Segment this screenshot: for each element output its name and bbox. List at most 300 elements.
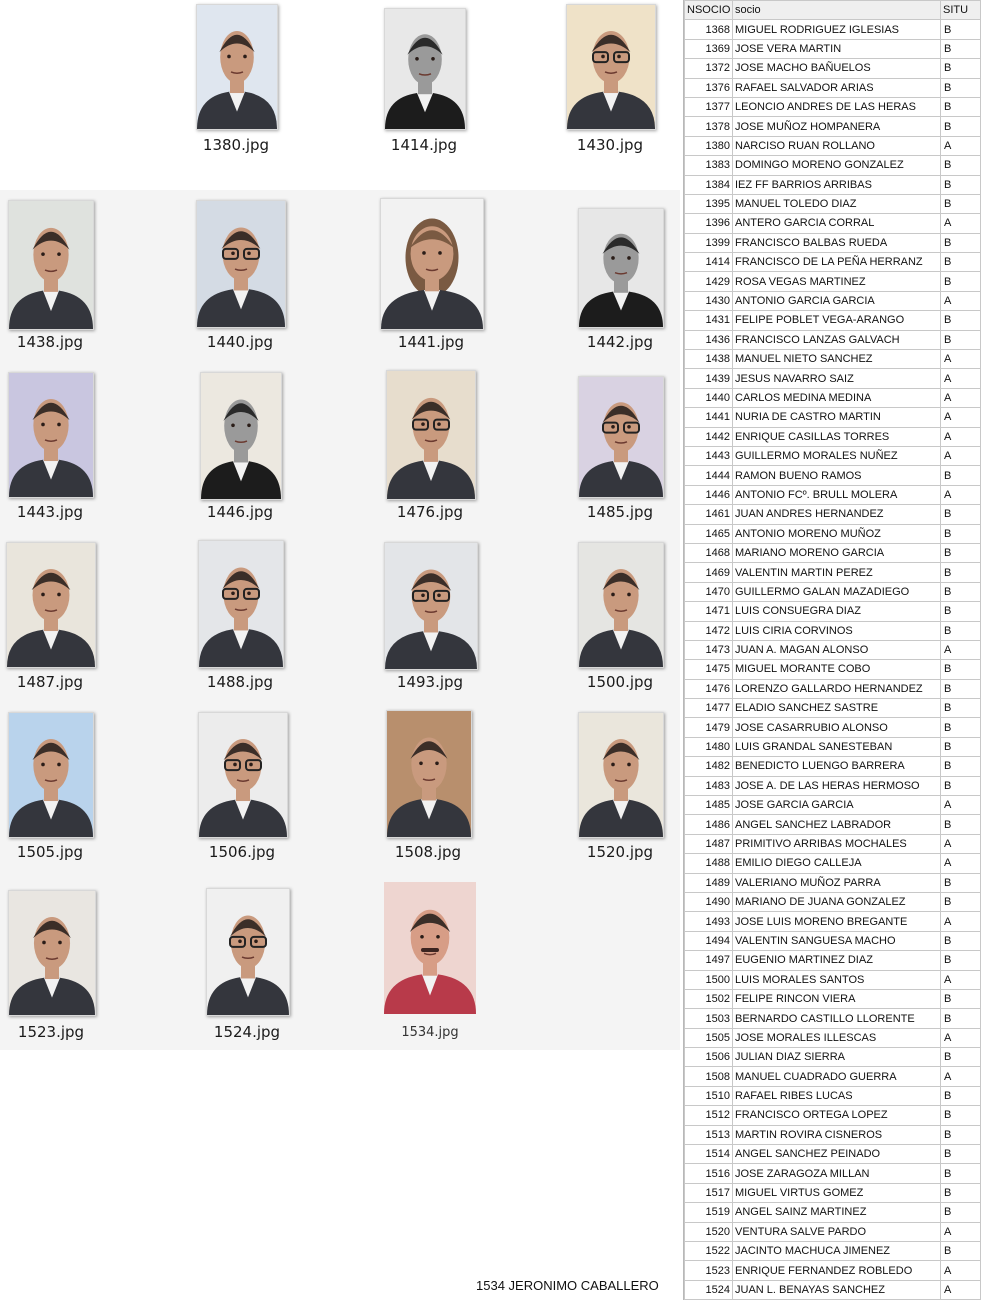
portrait-photo[interactable] [384, 8, 466, 130]
portrait-photo[interactable] [8, 372, 94, 498]
cell-socio[interactable]: ENRIQUE CASILLAS TORRES [733, 427, 941, 446]
cell-socio[interactable]: LUIS GRANDAL SANESTEBAN [733, 737, 941, 756]
portrait-photo[interactable] [196, 200, 286, 328]
photo-filename: 1524.jpg [213, 1023, 281, 1041]
cell-socio[interactable]: FRANCISCO BALBAS RUEDA [733, 233, 941, 252]
portrait-photo[interactable] [8, 200, 94, 330]
cell-situ[interactable]: B [941, 97, 981, 116]
table-row[interactable] [685, 408, 981, 427]
cell-nsocio[interactable]: 1488 [685, 854, 733, 873]
cell-nsocio[interactable]: 1378 [685, 117, 733, 136]
cell-socio[interactable]: ANGEL SANCHEZ LABRADOR [733, 815, 941, 834]
cell-socio[interactable]: JUAN A. MAGAN ALONSO [733, 640, 941, 659]
cell-nsocio[interactable]: 1487 [685, 834, 733, 853]
cell-socio[interactable]: FELIPE RINCON VIERA [733, 989, 941, 1008]
cell-socio[interactable]: ANTERO GARCIA CORRAL [733, 214, 941, 233]
cell-socio[interactable]: IEZ FF BARRIOS ARRIBAS [733, 175, 941, 194]
table-row[interactable] [685, 892, 981, 911]
table-row[interactable] [685, 117, 981, 136]
cell-nsocio[interactable]: 1430 [685, 291, 733, 310]
cell-situ[interactable]: A [941, 970, 981, 989]
cell-nsocio[interactable]: 1461 [685, 505, 733, 524]
cell-nsocio[interactable]: 1486 [685, 815, 733, 834]
cell-situ[interactable]: B [941, 931, 981, 950]
cell-socio[interactable]: MIGUEL MORANTE COBO [733, 660, 941, 679]
cell-socio[interactable]: JOSE CASARRUBIO ALONSO [733, 718, 941, 737]
table-row[interactable] [685, 1261, 981, 1280]
table-row[interactable] [685, 1164, 981, 1183]
cell-situ[interactable]: B [941, 330, 981, 349]
cell-socio[interactable]: DOMINGO MORENO GONZALEZ [733, 156, 941, 175]
cell-nsocio[interactable]: 1482 [685, 757, 733, 776]
cell-nsocio[interactable]: 1522 [685, 1242, 733, 1261]
cell-situ[interactable]: A [941, 796, 981, 815]
cell-socio[interactable]: JOSE MACHO BAÑUELOS [733, 59, 941, 78]
table-row[interactable] [685, 951, 981, 970]
cell-nsocio[interactable]: 1396 [685, 214, 733, 233]
cell-nsocio[interactable]: 1471 [685, 602, 733, 621]
cell-situ[interactable]: A [941, 854, 981, 873]
cell-situ[interactable]: A [941, 427, 981, 446]
cell-socio[interactable]: JACINTO MACHUCA JIMENEZ [733, 1242, 941, 1261]
table-row[interactable] [685, 737, 981, 756]
cell-nsocio[interactable]: 1477 [685, 699, 733, 718]
portrait-photo[interactable] [566, 4, 656, 130]
cell-socio[interactable]: GUILLERMO MORALES NUÑEZ [733, 446, 941, 465]
column-header-situ[interactable]: SITU [941, 1, 981, 20]
table-row[interactable] [685, 1048, 981, 1067]
cell-situ[interactable]: B [941, 892, 981, 911]
cell-nsocio[interactable]: 1508 [685, 1067, 733, 1086]
cell-situ[interactable]: B [941, 466, 981, 485]
cell-situ[interactable]: B [941, 718, 981, 737]
cell-nsocio[interactable]: 1500 [685, 970, 733, 989]
cell-situ[interactable]: B [941, 253, 981, 272]
cell-socio[interactable]: LEONCIO ANDRES DE LAS HERAS [733, 97, 941, 116]
table-row[interactable] [685, 1183, 981, 1202]
cell-nsocio[interactable]: 1444 [685, 466, 733, 485]
cell-nsocio[interactable]: 1399 [685, 233, 733, 252]
portrait-photo[interactable] [384, 882, 476, 1014]
table-row[interactable] [685, 311, 981, 330]
cell-nsocio[interactable]: 1440 [685, 388, 733, 407]
table-row[interactable] [685, 369, 981, 388]
cell-situ[interactable]: B [941, 602, 981, 621]
cell-socio[interactable]: ANGEL SAINZ MARTINEZ [733, 1203, 941, 1222]
photo-filename: 1440.jpg [206, 333, 274, 351]
cell-situ[interactable]: A [941, 912, 981, 931]
cell-socio[interactable]: JOSE A. DE LAS HERAS HERMOSO [733, 776, 941, 795]
portrait-photo[interactable] [578, 208, 664, 328]
cell-situ[interactable]: A [941, 1222, 981, 1241]
cell-socio[interactable]: JESUS NAVARRO SAIZ [733, 369, 941, 388]
cell-socio[interactable]: LORENZO GALLARDO HERNANDEZ [733, 679, 941, 698]
table-row[interactable] [685, 427, 981, 446]
table-row[interactable] [685, 1242, 981, 1261]
cell-socio[interactable]: PRIMITIVO ARRIBAS MOCHALES [733, 834, 941, 853]
table-row[interactable] [685, 1028, 981, 1047]
table-row[interactable] [685, 563, 981, 582]
portrait-photo[interactable] [196, 4, 278, 130]
cell-situ[interactable]: B [941, 505, 981, 524]
cell-situ[interactable]: B [941, 78, 981, 97]
cell-nsocio[interactable]: 1517 [685, 1183, 733, 1202]
table-row[interactable] [685, 931, 981, 950]
cell-socio[interactable]: NARCISO RUAN ROLLANO [733, 136, 941, 155]
cell-situ[interactable]: B [941, 543, 981, 562]
table-row[interactable] [685, 524, 981, 543]
cell-situ[interactable]: B [941, 737, 981, 756]
cell-socio[interactable]: ANTONIO GARCIA GARCIA [733, 291, 941, 310]
cell-situ[interactable]: B [941, 989, 981, 1008]
cell-nsocio[interactable]: 1372 [685, 59, 733, 78]
cell-situ[interactable]: B [941, 1106, 981, 1125]
cell-situ[interactable]: B [941, 776, 981, 795]
cell-situ[interactable]: A [941, 1028, 981, 1047]
cell-socio[interactable]: BENEDICTO LUENGO BARRERA [733, 757, 941, 776]
photo-filename: 1505.jpg [16, 843, 84, 861]
cell-socio[interactable]: MANUEL CUADRADO GUERRA [733, 1067, 941, 1086]
cell-situ[interactable]: B [941, 1242, 981, 1261]
cell-socio[interactable]: GUILLERMO GALAN MAZADIEGO [733, 582, 941, 601]
cell-nsocio[interactable]: 1489 [685, 873, 733, 892]
cell-nsocio[interactable]: 1520 [685, 1222, 733, 1241]
table-row[interactable] [685, 1125, 981, 1144]
cell-socio[interactable]: BERNARDO CASTILLO LLORENTE [733, 1009, 941, 1028]
cell-situ[interactable]: A [941, 136, 981, 155]
cell-situ[interactable]: B [941, 194, 981, 213]
cell-nsocio[interactable]: 1368 [685, 20, 733, 39]
cell-socio[interactable]: JOSE VERA MARTIN [733, 39, 941, 58]
cell-situ[interactable]: B [941, 873, 981, 892]
table-row[interactable] [685, 873, 981, 892]
portrait-photo[interactable] [198, 540, 284, 668]
table-row[interactable] [685, 97, 981, 116]
table-row[interactable] [685, 136, 981, 155]
cell-situ[interactable]: A [941, 1280, 981, 1299]
cell-nsocio[interactable]: 1506 [685, 1048, 733, 1067]
cell-situ[interactable]: B [941, 1086, 981, 1105]
cell-socio[interactable]: RAFAEL SALVADOR ARIAS [733, 78, 941, 97]
cell-situ[interactable]: A [941, 388, 981, 407]
cell-situ[interactable]: B [941, 20, 981, 39]
table-row[interactable] [685, 350, 981, 369]
footer-caption: 1534 JERONIMO CABALLERO [476, 1278, 659, 1293]
portrait-photo[interactable] [386, 370, 476, 500]
cell-nsocio[interactable]: 1414 [685, 253, 733, 272]
portrait-photo[interactable] [200, 372, 282, 500]
cell-nsocio[interactable]: 1436 [685, 330, 733, 349]
table-row[interactable] [685, 602, 981, 621]
portrait-photo[interactable] [198, 712, 288, 838]
table-row[interactable] [685, 970, 981, 989]
cell-socio[interactable]: JOSE GARCIA GARCIA [733, 796, 941, 815]
cell-nsocio[interactable]: 1497 [685, 951, 733, 970]
table-row[interactable] [685, 78, 981, 97]
cell-nsocio[interactable]: 1479 [685, 718, 733, 737]
cell-nsocio[interactable]: 1519 [685, 1203, 733, 1222]
cell-socio[interactable]: CARLOS MEDINA MEDINA [733, 388, 941, 407]
cell-nsocio[interactable]: 1510 [685, 1086, 733, 1105]
cell-nsocio[interactable]: 1380 [685, 136, 733, 155]
cell-socio[interactable]: EUGENIO MARTINEZ DIAZ [733, 951, 941, 970]
cell-situ[interactable]: B [941, 59, 981, 78]
cell-situ[interactable]: B [941, 272, 981, 291]
cell-socio[interactable]: VALENTIN MARTIN PEREZ [733, 563, 941, 582]
cell-nsocio[interactable]: 1469 [685, 563, 733, 582]
cell-nsocio[interactable]: 1465 [685, 524, 733, 543]
cell-nsocio[interactable]: 1490 [685, 892, 733, 911]
cell-socio[interactable]: ROSA VEGAS MARTINEZ [733, 272, 941, 291]
table-row[interactable] [685, 1222, 981, 1241]
cell-nsocio[interactable]: 1524 [685, 1280, 733, 1299]
cell-situ[interactable]: A [941, 446, 981, 465]
table-row[interactable] [685, 194, 981, 213]
cell-situ[interactable]: B [941, 679, 981, 698]
cell-nsocio[interactable]: 1377 [685, 97, 733, 116]
cell-situ[interactable]: A [941, 834, 981, 853]
table-row[interactable] [685, 699, 981, 718]
cell-nsocio[interactable]: 1494 [685, 931, 733, 950]
cell-socio[interactable]: JOSE ZARAGOZA MILLAN [733, 1164, 941, 1183]
table-row[interactable] [685, 543, 981, 562]
table-row[interactable] [685, 446, 981, 465]
cell-nsocio[interactable]: 1476 [685, 679, 733, 698]
cell-socio[interactable]: LUIS CIRIA CORVINOS [733, 621, 941, 640]
table-row[interactable] [685, 776, 981, 795]
cell-socio[interactable]: RAFAEL RIBES LUCAS [733, 1086, 941, 1105]
cell-nsocio[interactable]: 1512 [685, 1106, 733, 1125]
cell-nsocio[interactable]: 1383 [685, 156, 733, 175]
portrait-photo[interactable] [380, 198, 484, 330]
cell-socio[interactable]: RAMON BUENO RAMOS [733, 466, 941, 485]
table-row[interactable] [685, 1086, 981, 1105]
table-row[interactable] [685, 253, 981, 272]
cell-situ[interactable]: A [941, 1067, 981, 1086]
cell-socio[interactable]: MIGUEL RODRIGUEZ IGLESIAS [733, 20, 941, 39]
cell-socio[interactable]: MANUEL NIETO SANCHEZ [733, 350, 941, 369]
cell-socio[interactable]: ANTONIO MORENO MUÑOZ [733, 524, 941, 543]
cell-socio[interactable]: MIGUEL VIRTUS GOMEZ [733, 1183, 941, 1202]
cell-situ[interactable]: B [941, 1048, 981, 1067]
table-row[interactable] [685, 485, 981, 504]
table-row[interactable] [685, 757, 981, 776]
table-row[interactable] [685, 233, 981, 252]
cell-socio[interactable]: VALENTIN SANGUESA MACHO [733, 931, 941, 950]
cell-nsocio[interactable]: 1472 [685, 621, 733, 640]
cell-situ[interactable]: B [941, 951, 981, 970]
table-row[interactable] [685, 1203, 981, 1222]
cell-nsocio[interactable]: 1473 [685, 640, 733, 659]
cell-situ[interactable]: A [941, 408, 981, 427]
table-row[interactable] [685, 1280, 981, 1299]
cell-socio[interactable]: ENRIQUE FERNANDEZ ROBLEDO [733, 1261, 941, 1280]
table-row[interactable] [685, 272, 981, 291]
cell-socio[interactable]: FRANCISCO DE LA PEÑA HERRANZ [733, 253, 941, 272]
cell-nsocio[interactable]: 1516 [685, 1164, 733, 1183]
cell-situ[interactable]: B [941, 1203, 981, 1222]
cell-situ[interactable]: B [941, 524, 981, 543]
cell-socio[interactable]: LUIS MORALES SANTOS [733, 970, 941, 989]
cell-nsocio[interactable]: 1523 [685, 1261, 733, 1280]
cell-nsocio[interactable]: 1470 [685, 582, 733, 601]
cell-socio[interactable]: ANGEL SANCHEZ PEINADO [733, 1145, 941, 1164]
cell-nsocio[interactable]: 1441 [685, 408, 733, 427]
column-header-nsocio[interactable]: NSOCIO [685, 1, 733, 20]
cell-nsocio[interactable]: 1483 [685, 776, 733, 795]
cell-nsocio[interactable]: 1505 [685, 1028, 733, 1047]
photo-filename: 1380.jpg [202, 136, 270, 154]
cell-situ[interactable]: B [941, 660, 981, 679]
table-row[interactable] [685, 156, 981, 175]
cell-situ[interactable]: B [941, 117, 981, 136]
cell-situ[interactable]: A [941, 485, 981, 504]
photo-filename: 1476.jpg [396, 503, 464, 521]
table-row[interactable] [685, 854, 981, 873]
cell-situ[interactable]: B [941, 1009, 981, 1028]
cell-situ[interactable]: B [941, 175, 981, 194]
cell-socio[interactable]: JOSE LUIS MORENO BREGANTE [733, 912, 941, 931]
cell-nsocio[interactable]: 1443 [685, 446, 733, 465]
cell-situ[interactable]: A [941, 350, 981, 369]
portrait-photo[interactable] [8, 890, 96, 1016]
cell-nsocio[interactable]: 1438 [685, 350, 733, 369]
portrait-photo[interactable] [386, 710, 472, 838]
cell-nsocio[interactable]: 1442 [685, 427, 733, 446]
table-row[interactable] [685, 505, 981, 524]
cell-socio[interactable]: JUAN L. BENAYAS SANCHEZ [733, 1280, 941, 1299]
cell-nsocio[interactable]: 1395 [685, 194, 733, 213]
cell-situ[interactable]: B [941, 563, 981, 582]
table-row[interactable] [685, 20, 981, 39]
cell-nsocio[interactable]: 1514 [685, 1145, 733, 1164]
cell-nsocio[interactable]: 1485 [685, 796, 733, 815]
cell-situ[interactable]: B [941, 156, 981, 175]
cell-situ[interactable]: B [941, 621, 981, 640]
cell-nsocio[interactable]: 1431 [685, 311, 733, 330]
cell-socio[interactable]: EMILIO DIEGO CALLEJA [733, 854, 941, 873]
portrait-photo[interactable] [578, 542, 664, 668]
photo-filename: 1438.jpg [16, 333, 84, 351]
cell-nsocio[interactable]: 1480 [685, 737, 733, 756]
cell-socio[interactable]: NURIA DE CASTRO MARTIN [733, 408, 941, 427]
table-row[interactable] [685, 59, 981, 78]
table-row[interactable] [685, 912, 981, 931]
cell-nsocio[interactable]: 1429 [685, 272, 733, 291]
photo-filename: 1493.jpg [396, 673, 464, 691]
table-row[interactable] [685, 834, 981, 853]
cell-socio[interactable]: VALERIANO MUÑOZ PARRA [733, 873, 941, 892]
photo-filename: 1430.jpg [576, 136, 644, 154]
cell-socio[interactable]: JUAN ANDRES HERNANDEZ [733, 505, 941, 524]
cell-situ[interactable]: B [941, 1145, 981, 1164]
cell-nsocio[interactable]: 1439 [685, 369, 733, 388]
table-row[interactable] [685, 621, 981, 640]
table-row[interactable] [685, 718, 981, 737]
photo-filename: 1488.jpg [206, 673, 274, 691]
cell-socio[interactable]: MARIANO MORENO GARCIA [733, 543, 941, 562]
table-row[interactable] [685, 466, 981, 485]
cell-situ[interactable]: B [941, 1125, 981, 1144]
cell-nsocio[interactable]: 1384 [685, 175, 733, 194]
table-row[interactable] [685, 660, 981, 679]
cell-nsocio[interactable]: 1513 [685, 1125, 733, 1144]
cell-socio[interactable]: FELIPE POBLET VEGA-ARANGO [733, 311, 941, 330]
cell-situ[interactable]: B [941, 233, 981, 252]
table-row[interactable] [685, 815, 981, 834]
cell-situ[interactable]: A [941, 291, 981, 310]
table-row[interactable] [685, 214, 981, 233]
cell-situ[interactable]: B [941, 311, 981, 330]
cell-nsocio[interactable]: 1376 [685, 78, 733, 97]
portrait-photo[interactable] [384, 542, 478, 670]
cell-socio[interactable]: JULIAN DIAZ SIERRA [733, 1048, 941, 1067]
cell-socio[interactable]: LUIS CONSUEGRA DIAZ [733, 602, 941, 621]
cell-nsocio[interactable]: 1446 [685, 485, 733, 504]
table-row[interactable] [685, 388, 981, 407]
cell-nsocio[interactable]: 1369 [685, 39, 733, 58]
cell-situ[interactable]: B [941, 815, 981, 834]
table-row[interactable] [685, 796, 981, 815]
cell-situ[interactable]: A [941, 369, 981, 388]
cell-situ[interactable]: A [941, 640, 981, 659]
portrait-photo[interactable] [578, 712, 664, 838]
cell-socio[interactable]: MANUEL TOLEDO DIAZ [733, 194, 941, 213]
table-row[interactable] [685, 175, 981, 194]
column-header-socio[interactable]: socio [733, 1, 941, 20]
table-row[interactable] [685, 582, 981, 601]
cell-socio[interactable]: JOSE MORALES ILLESCAS [733, 1028, 941, 1047]
table-row[interactable] [685, 1067, 981, 1086]
cell-situ[interactable]: A [941, 1261, 981, 1280]
portrait-photo[interactable] [6, 542, 96, 668]
cell-socio[interactable]: JOSE MUÑOZ HOMPANERA [733, 117, 941, 136]
cell-nsocio[interactable]: 1475 [685, 660, 733, 679]
cell-socio[interactable]: FRANCISCO LANZAS GALVACH [733, 330, 941, 349]
cell-socio[interactable]: MARIANO DE JUANA GONZALEZ [733, 892, 941, 911]
cell-socio[interactable]: VENTURA SALVE PARDO [733, 1222, 941, 1241]
table-row[interactable] [685, 1009, 981, 1028]
cell-situ[interactable]: B [941, 582, 981, 601]
table-row[interactable] [685, 1106, 981, 1125]
photo-filename: 1508.jpg [394, 843, 462, 861]
cell-socio[interactable]: FRANCISCO ORTEGA LOPEZ [733, 1106, 941, 1125]
cell-socio[interactable]: MARTIN ROVIRA CISNEROS [733, 1125, 941, 1144]
cell-nsocio[interactable]: 1502 [685, 989, 733, 1008]
cell-situ[interactable]: B [941, 757, 981, 776]
cell-nsocio[interactable]: 1503 [685, 1009, 733, 1028]
cell-situ[interactable]: B [941, 39, 981, 58]
table-row[interactable] [685, 1145, 981, 1164]
cell-situ[interactable]: B [941, 699, 981, 718]
table-row[interactable] [685, 330, 981, 349]
cell-socio[interactable]: ELADIO SANCHEZ SASTRE [733, 699, 941, 718]
cell-nsocio[interactable]: 1468 [685, 543, 733, 562]
cell-situ[interactable]: A [941, 214, 981, 233]
cell-situ[interactable]: B [941, 1164, 981, 1183]
portrait-photo[interactable] [8, 712, 94, 838]
table-row[interactable] [685, 989, 981, 1008]
table-row[interactable] [685, 640, 981, 659]
portrait-photo[interactable] [206, 888, 290, 1016]
cell-nsocio[interactable]: 1493 [685, 912, 733, 931]
table-row[interactable] [685, 291, 981, 310]
cell-situ[interactable]: B [941, 1183, 981, 1202]
table-row[interactable] [685, 39, 981, 58]
table-row[interactable] [685, 679, 981, 698]
cell-socio[interactable]: ANTONIO FCº. BRULL MOLERA [733, 485, 941, 504]
portrait-photo[interactable] [578, 376, 664, 498]
